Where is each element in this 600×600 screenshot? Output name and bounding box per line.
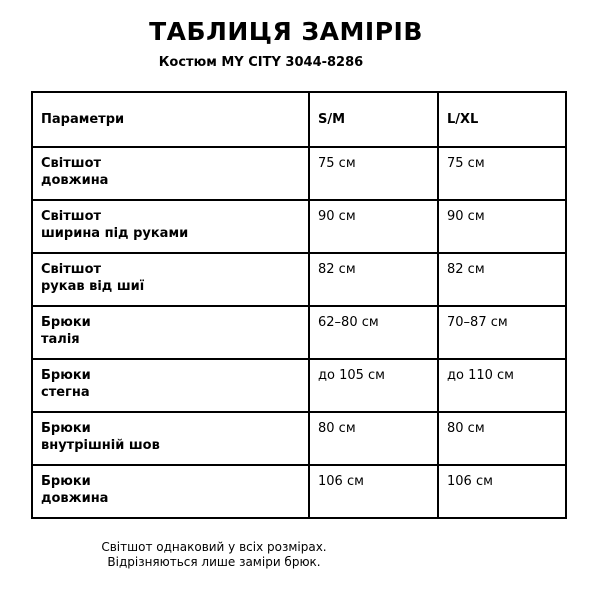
table-row	[32, 412, 566, 465]
value-sm: 90 см	[309, 200, 438, 253]
page-title: ТАБЛИЦЯ ЗАМІРІВ	[149, 17, 423, 46]
parameter-group: Брюки	[41, 421, 91, 436]
table-row	[32, 306, 566, 359]
value-lxl: 80 см	[438, 412, 566, 465]
parameter-cell	[32, 465, 309, 518]
parameter-group: Світшот	[41, 209, 102, 224]
table-header-row	[32, 92, 566, 147]
header-parameters: Параметри	[32, 92, 309, 147]
parameter-group: Світшот	[41, 262, 102, 277]
parameter-measure: талія	[41, 332, 80, 347]
value-lxl: 82 см	[438, 253, 566, 306]
value-sm: 106 см	[309, 465, 438, 518]
parameter-measure: рукав від шиї	[41, 279, 145, 294]
parameter-measure: довжина	[41, 491, 109, 506]
parameter-cell	[32, 253, 309, 306]
table-row	[32, 200, 566, 253]
value-lxl: 90 см	[438, 200, 566, 253]
parameter-measure: ширина під руками	[41, 226, 189, 241]
parameter-group: Брюки	[41, 474, 91, 489]
product-subtitle: Костюм MY CITY 3044-8286	[158, 55, 364, 70]
footnote-line: Світшот однаковий у всіх розмірах.	[101, 540, 327, 554]
value-sm: 80 см	[309, 412, 438, 465]
footnote	[0, 540, 428, 570]
value-lxl: 75 см	[438, 147, 566, 200]
parameter-cell	[32, 147, 309, 200]
size-table	[31, 91, 567, 519]
table-row	[32, 465, 566, 518]
table-row	[32, 253, 566, 306]
parameter-measure: стегна	[41, 385, 90, 400]
value-sm: 82 см	[309, 253, 438, 306]
value-lxl: 70–87 см	[438, 306, 566, 359]
parameter-measure: довжина	[41, 173, 109, 188]
parameter-cell	[32, 200, 309, 253]
parameter-cell	[32, 412, 309, 465]
parameter-measure: внутрішній шов	[41, 438, 160, 453]
header-size-sm: S/M	[309, 92, 438, 147]
value-lxl: 106 см	[438, 465, 566, 518]
value-sm: 62–80 см	[309, 306, 438, 359]
parameter-group: Брюки	[41, 368, 91, 383]
value-lxl: до 110 см	[438, 359, 566, 412]
table-row	[32, 359, 566, 412]
footnote-line: Відрізняються лише заміри брюк.	[107, 555, 321, 569]
parameter-cell	[32, 306, 309, 359]
header-size-lxl: L/XL	[438, 92, 566, 147]
value-sm: до 105 см	[309, 359, 438, 412]
table-row	[32, 147, 566, 200]
parameter-group: Світшот	[41, 156, 102, 171]
parameter-group: Брюки	[41, 315, 91, 330]
parameter-cell	[32, 359, 309, 412]
value-sm: 75 см	[309, 147, 438, 200]
